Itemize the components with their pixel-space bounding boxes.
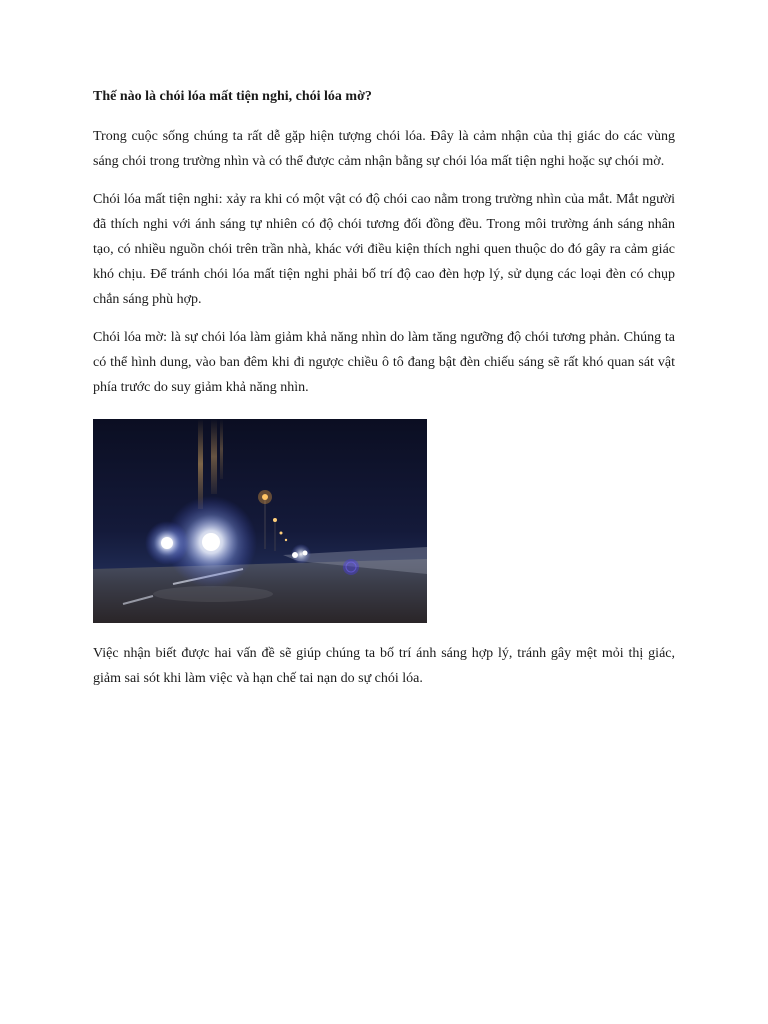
night-headlights-photo: [93, 419, 427, 623]
section-heading: Thế nào là chói lóa mất tiện nghi, chói lóa mờ?: [93, 89, 372, 104]
document-content: [93, 86, 675, 704]
paragraph-disability-glare: Chói lóa mờ: là sự chói lóa làm giảm khả năng nhìn do làm tăng ngưỡng độ chói tương phản. Chúng ta có thể hình dung, vào ban đêm khi đi ngược chiều ô tô đang bật đèn chiếu sáng sẽ rất khó quan sát vật phía trước do suy giảm khả năng nhìn.: [93, 330, 675, 395]
paragraph-conclusion: Việc nhận biết được hai vấn đề sẽ giúp chúng ta bố trí ánh sáng hợp lý, tránh gây mệt mỏi thị giác, giảm sai sót khi làm việc và hạn chế tai nạn do sự chói lóa.: [93, 646, 675, 686]
paragraph-discomfort-glare: Chói lóa mất tiện nghi: xảy ra khi có một vật có độ chói cao nằm trong trường nhìn của mắt. Mắt người đã thích nghi với ánh sáng tự nhiên có độ chói tương đối đồng đều. Trong môi trường ánh sáng nhân tạo, có nhiều nguồn chói trên trần nhà, khác với điều kiện thích nghi quen thuộc do đó gây ra cảm giác khó chịu. Để tránh chói lóa mất tiện nghi phải bố trí độ cao đèn hợp lý, sử dụng các loại đèn có chụp chắn sáng phù hợp.: [93, 192, 675, 307]
paragraph-intro: Trong cuộc sống chúng ta rất dễ gặp hiện tượng chói lóa. Đây là cảm nhận của thị giác do các vùng sáng chói trong trường nhìn và có thể được cảm nhận bằng sự chói lóa mất tiện nghi hoặc sự chói mờ.: [93, 129, 675, 169]
